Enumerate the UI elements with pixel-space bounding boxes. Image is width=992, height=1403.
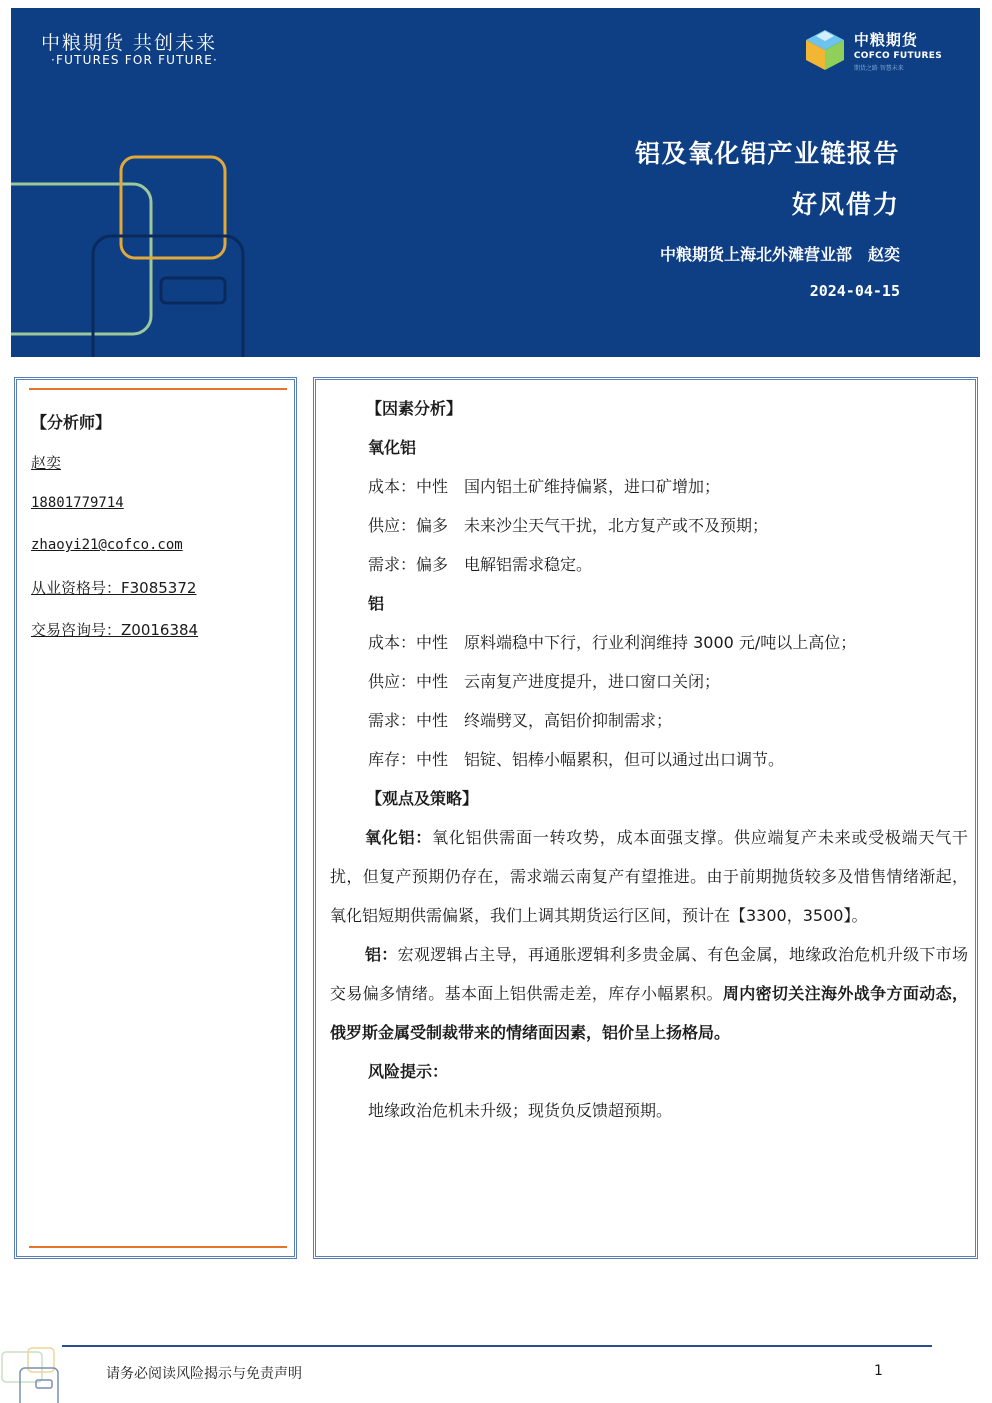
sidebar-bottom-rule: [29, 1246, 287, 1248]
aluminum-supply-line: 供应：中性 云南复产进度提升，进口窗口关闭；: [368, 672, 721, 691]
page-number: 1: [874, 1363, 883, 1379]
main-content: [313, 377, 978, 1259]
brand-name-cn: 中粮期货: [853, 30, 918, 49]
analyst-phone[interactable]: 18801779714: [31, 495, 124, 511]
alumina-section-title: 氧化铝: [368, 438, 417, 457]
strategy-heading: 【观点及策略】: [366, 789, 479, 808]
alumina-demand-line: 需求：偏多 电解铝需求稳定。: [368, 555, 593, 574]
alumina-strategy-paragraph: [330, 818, 968, 935]
risk-title: 风险提示：: [368, 1062, 449, 1081]
aluminum-strategy-emphasis: 周内密切关注海外战争方面动态，俄罗斯金属受制裁带来的情绪面因素，铝价呈上扬格局。: [330, 984, 968, 1042]
alumina-strategy-text: 氧化铝供需面一转攻势，成本面强支撑。供应端复产未来或受极端天气干扰，但复产预期仍存在，需求端云南复产有望推进。由于前期抛货较多及惜售情绪渐起，氧化铝短期供需偏紧，我们上调其期货运行区间，预计在【3300，3500】。: [330, 828, 968, 925]
factor-analysis-heading: 【因素分析】: [366, 399, 463, 418]
brand-logo: [804, 28, 942, 72]
analyst-email[interactable]: zhaoyi21@cofco.com: [31, 537, 183, 553]
aluminum-inventory-line: 库存：中性 铝锭、铝棒小幅累积，但可以通过出口调节。: [368, 750, 785, 769]
report-date: 2024-04-15: [809, 282, 900, 300]
analyst-consult-number[interactable]: 交易咨询号：Z0016384: [31, 621, 199, 639]
header-banner: [11, 8, 980, 357]
slogan-cn: 中粮期货 共创未来: [41, 32, 218, 54]
risk-text: 地缘政治危机未升级；现货负反馈超预期。: [368, 1101, 673, 1120]
brand-tagline: 期货之路 智慧未来: [853, 64, 904, 72]
aluminum-strategy-label: 铝：: [365, 945, 398, 964]
footer-decorative-frames: [0, 1340, 70, 1403]
slogan-en: ·FUTURES FOR FUTURE·: [51, 53, 218, 67]
alumina-strategy-label: 氧化铝：: [365, 828, 433, 847]
aluminum-cost-line: 成本：中性 原料端稳中下行，行业利润维持 3000 元/吨以上高位；: [368, 633, 857, 652]
report-title: 铝及氧化铝产业链报告: [634, 139, 900, 168]
footer-rule: [62, 1345, 932, 1347]
sidebar-top-rule: [29, 388, 287, 390]
analyst-license[interactable]: 从业资格号：F3085372: [31, 579, 197, 597]
report-author: 中粮期货上海北外滩营业部 赵奕: [659, 245, 900, 264]
aluminum-section-title: 铝: [368, 594, 385, 613]
analyst-sidebar: [14, 377, 297, 1259]
cofco-cube-icon: [804, 28, 846, 72]
analyst-name[interactable]: 赵奕: [31, 454, 62, 472]
report-subtitle: 好风借力: [791, 190, 900, 219]
aluminum-strategy-paragraph: [330, 935, 968, 1052]
alumina-supply-line: 供应：偏多 未来沙尘天气干扰，北方复产或不及预期；: [368, 516, 769, 535]
footer-disclaimer: 请务必阅读风险揭示与免责声明: [106, 1366, 302, 1382]
analyst-heading: 【分析师】: [31, 413, 112, 432]
aluminum-strategy-text: 宏观逻辑占主导，再通胀逻辑利多贵金属、有色金属，地缘政治危机升级下市场交易偏多情绪。基本面上铝供需走差，库存小幅累积。: [330, 945, 968, 1003]
alumina-cost-line: 成本：中性 国内铝土矿维持偏紧，进口矿增加；: [368, 477, 721, 496]
aluminum-demand-line: 需求：中性 终端劈叉，高铝价抑制需求；: [368, 711, 673, 730]
brand-name-en: COFCO FUTURES: [853, 50, 942, 61]
